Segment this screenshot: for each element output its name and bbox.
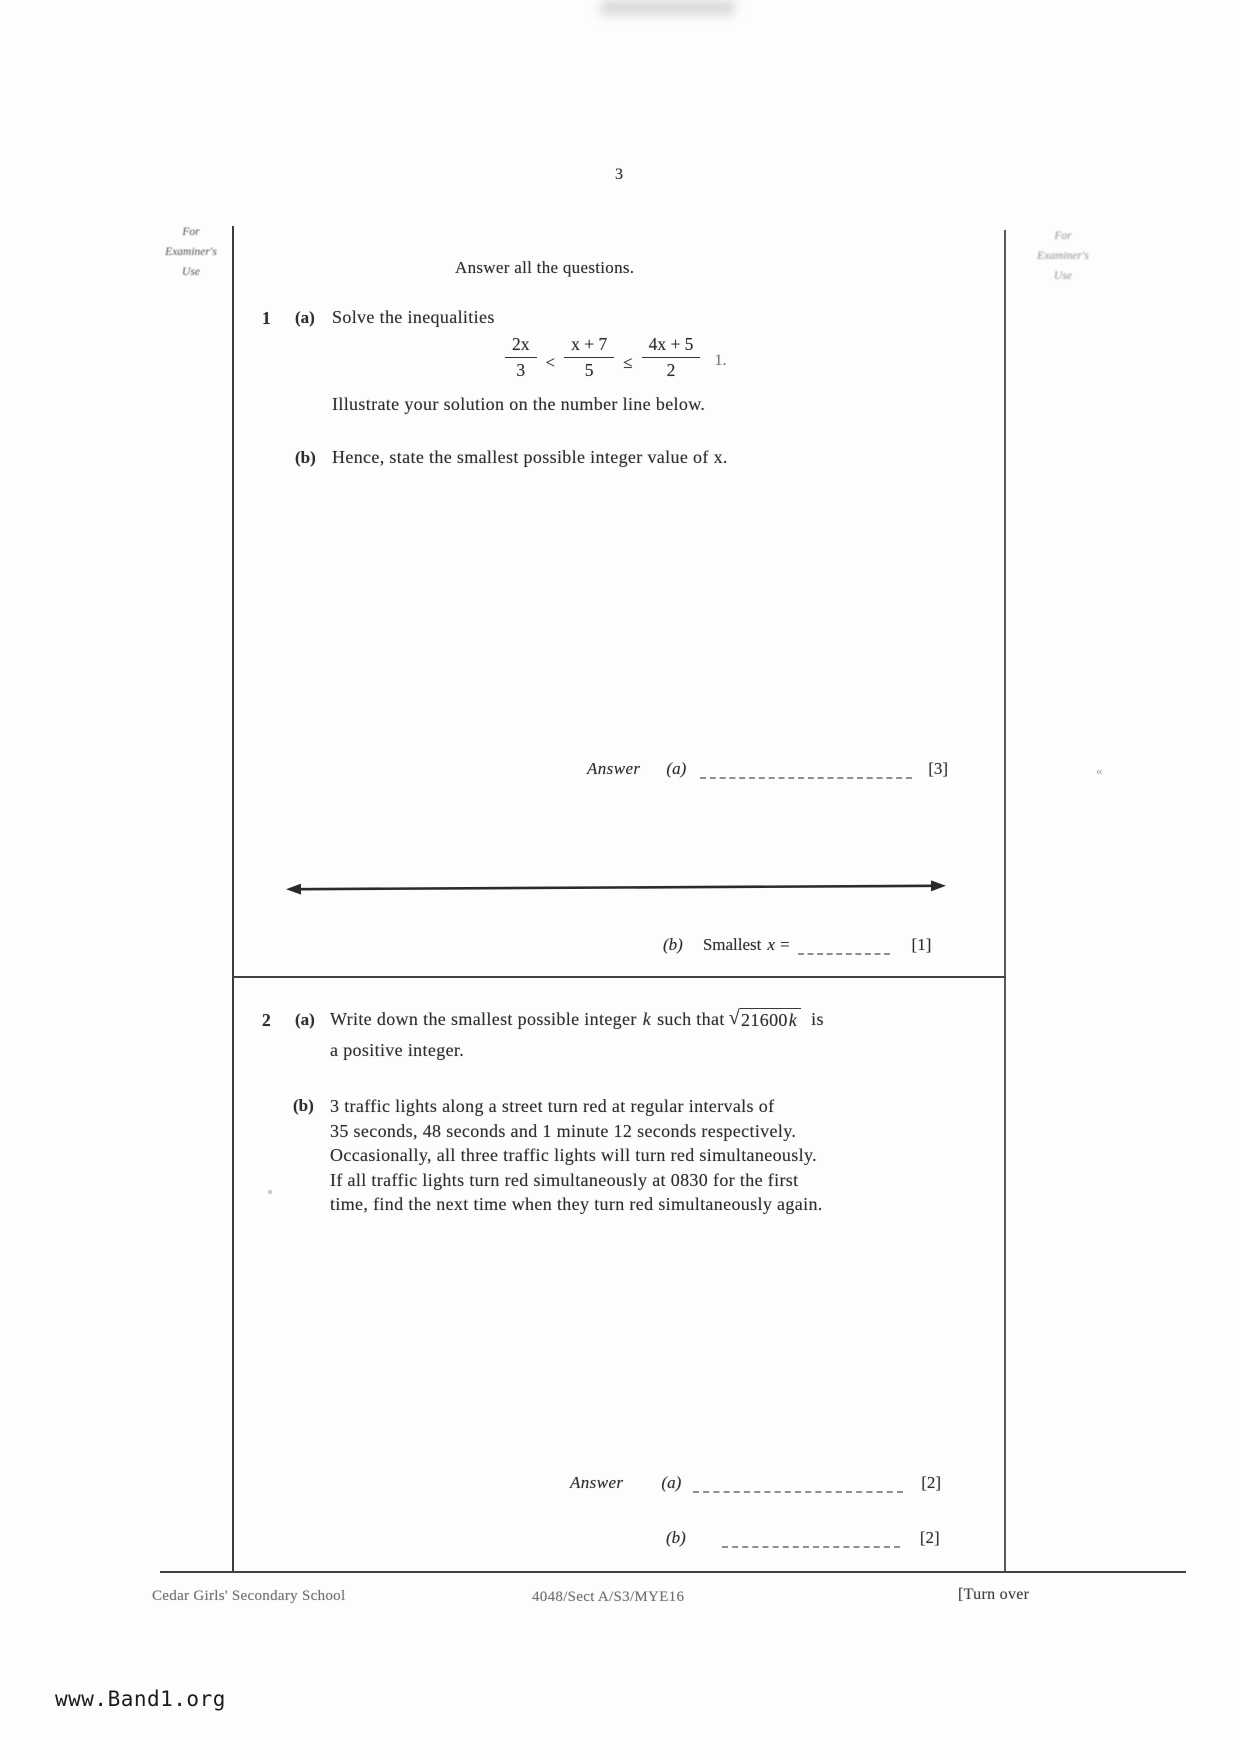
- fraction-3: [642, 334, 701, 381]
- watermark-url: www.Band1.org: [55, 1687, 226, 1711]
- examiner-use-note-left: [146, 222, 236, 282]
- footer-paper-code: 4048/Sect A/S3/MYE16: [532, 1589, 685, 1605]
- q1-part-a-text: Solve the inequalities: [332, 307, 495, 327]
- answer-blank-line: [700, 757, 912, 779]
- q2-part-a-text: [330, 1008, 824, 1031]
- content-border-left: [232, 226, 234, 1572]
- variable-k: k: [788, 1010, 798, 1030]
- answer-b-word: Smallest: [702, 935, 762, 954]
- scan-speck: [268, 1190, 272, 1194]
- marks-badge: [2]: [921, 1473, 942, 1492]
- section-instruction: Answer all the questions.: [455, 258, 635, 277]
- q1-answer-b-row: [663, 933, 931, 955]
- answer-blank-line: [693, 1471, 903, 1493]
- q2-part-a-seg1: Write down the smallest possible integer: [330, 1009, 637, 1029]
- scan-artifact-text: 1.: [714, 351, 727, 369]
- q2-part-a-label: (a): [295, 1010, 315, 1029]
- less-equal-sign: ≤: [623, 352, 633, 372]
- footer-school-name: Cedar Girls' Secondary School: [152, 1588, 346, 1604]
- fraction-denominator: 3: [505, 357, 537, 381]
- footer-turn-over: [Turn over: [958, 1586, 1030, 1603]
- answer-part-label: (a): [666, 759, 687, 778]
- q1-part-b-label: (b): [295, 448, 316, 467]
- number-line: [286, 878, 946, 896]
- page-bottom-rule: [160, 1571, 1186, 1573]
- answer-blank-line: [798, 933, 890, 955]
- answer-word: Answer: [587, 759, 641, 778]
- examiner-note-line: Use: [1054, 270, 1072, 283]
- marks-badge: [2]: [919, 1528, 940, 1547]
- q2-answer-a-row: [570, 1471, 941, 1493]
- variable-x: x: [767, 935, 775, 954]
- examiner-note-line: Examiner's: [165, 246, 217, 259]
- examiner-note-line: For: [1054, 230, 1072, 242]
- examiner-use-note-right: [1018, 226, 1108, 286]
- fraction-2: [564, 334, 614, 381]
- q1-answer-a-row: [587, 757, 948, 779]
- variable-k: k: [642, 1009, 652, 1029]
- q2-part-a-seg2: such that: [657, 1009, 725, 1029]
- question-divider-line: [233, 976, 1006, 978]
- examiner-note-line: Examiner's: [1037, 250, 1089, 263]
- answer-part-label: (b): [666, 1528, 686, 1547]
- fraction-numerator: x + 7: [571, 334, 608, 354]
- radical-sign: √: [728, 1007, 741, 1029]
- q2-answer-b-row: [666, 1526, 940, 1548]
- q2-part-a-line2: a positive integer.: [330, 1040, 465, 1060]
- q2-part-b-line: time, find the next time when they turn red simultaneously again.: [330, 1194, 823, 1214]
- equals-sign: =: [779, 935, 790, 954]
- fraction-denominator: 2: [642, 357, 701, 381]
- answer-part-label: (b): [663, 935, 683, 954]
- scan-smudge-top: [600, 0, 735, 15]
- square-root-expression: [729, 1008, 801, 1031]
- q1-part-a-label: (a): [295, 308, 315, 327]
- marks-badge: [1]: [911, 935, 932, 954]
- answer-part-label: (a): [661, 1473, 682, 1492]
- scan-artifact-mark: «: [1096, 763, 1103, 778]
- q2-part-b-line: If all traffic lights turn red simultaneously at 0830 for the first: [330, 1169, 799, 1190]
- fraction-numerator: 4x + 5: [648, 334, 694, 354]
- marks-badge: [3]: [928, 759, 949, 778]
- page-number: 3: [615, 166, 623, 183]
- fraction-numerator: 2x: [512, 334, 530, 354]
- q2-part-b-line: Occasionally, all three traffic lights will turn red simultaneously.: [330, 1145, 818, 1165]
- q1-inequality: [505, 334, 726, 381]
- q1-number: 1: [262, 308, 271, 328]
- less-than-sign: <: [545, 352, 556, 372]
- content-border-right: [1004, 230, 1006, 1572]
- answer-word: Answer: [570, 1473, 624, 1492]
- q2-part-b-label: (b): [293, 1096, 314, 1115]
- examiner-note-line: Use: [182, 266, 200, 279]
- q2-part-a-seg3: is: [811, 1009, 824, 1029]
- radicand: [740, 1008, 801, 1031]
- q2-number: 2: [262, 1010, 271, 1030]
- q2-part-b-line: 3 traffic lights along a street turn red at regular intervals of: [330, 1096, 775, 1116]
- radicand-number: 21600: [741, 1010, 788, 1030]
- answer-blank-line: [722, 1526, 900, 1548]
- examiner-note-line: For: [182, 226, 200, 238]
- q2-part-b-text: [330, 1094, 930, 1217]
- q2-part-b-line: 35 seconds, 48 seconds and 1 minute 12 seconds respectively.: [330, 1120, 797, 1141]
- fraction-denominator: 5: [564, 357, 614, 381]
- q1-part-b-text: Hence, state the smallest possible integer value of x.: [332, 447, 728, 467]
- q1-part-a-text2: Illustrate your solution on the number line below.: [332, 394, 706, 414]
- fraction-1: [505, 334, 537, 381]
